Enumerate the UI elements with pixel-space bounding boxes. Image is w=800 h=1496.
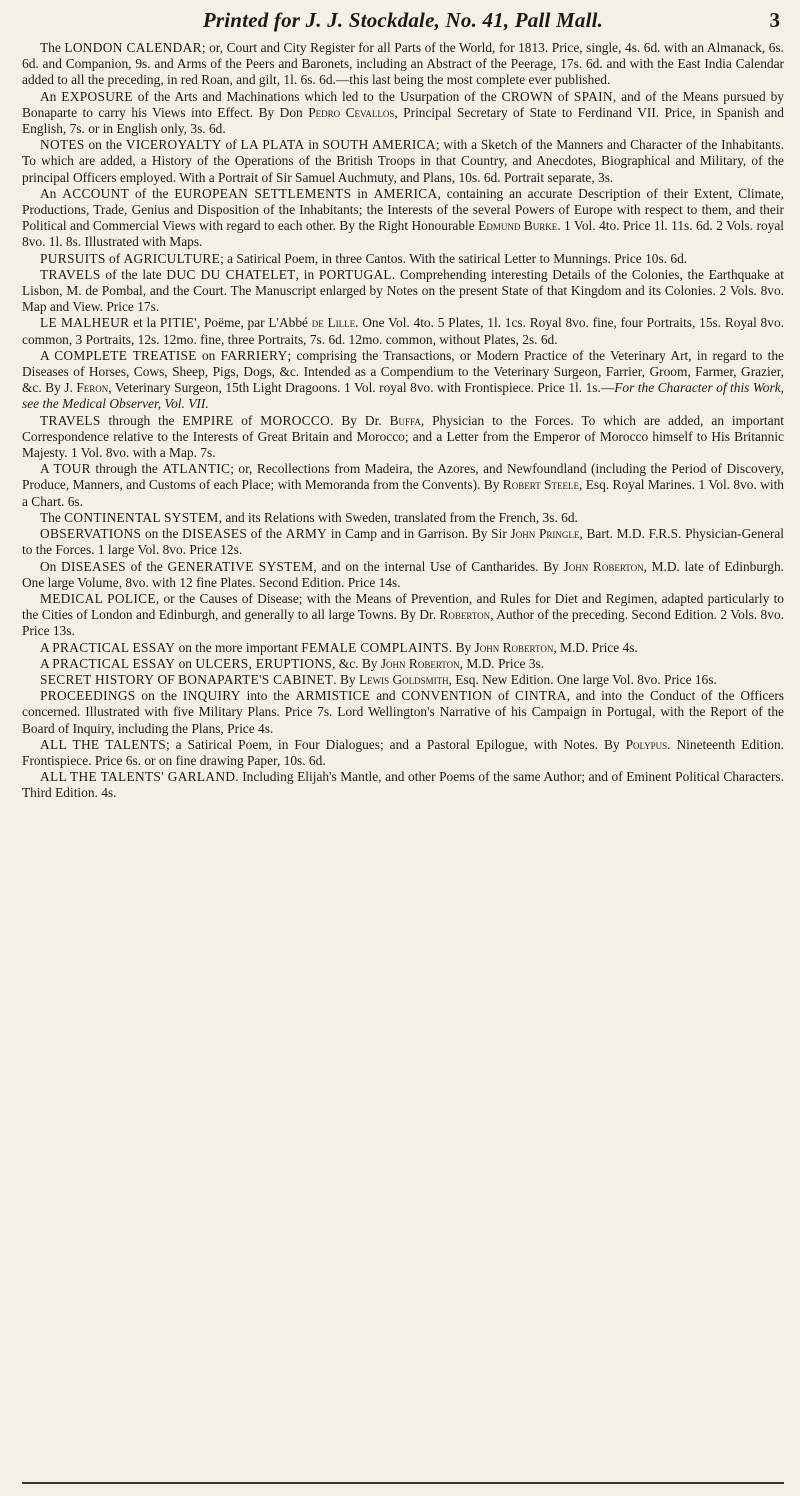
entry-text: EMPIRE — [182, 412, 234, 428]
entry-text: , Esq. Royal Marines. 1 Vol. 8vo. with a Chart. 6s. — [22, 477, 784, 509]
entry-text: , Principal Secretary of State to Ferdinand VII. Price, in Spanish and English, 7s. or in English only, 3s. 6d. — [22, 104, 784, 137]
entry-text: An — [40, 88, 62, 104]
entry-text: Buffa — [389, 412, 421, 428]
entry-text: ALL THE TALENTS' GARLAND — [40, 769, 236, 785]
entry-text: on the — [135, 688, 183, 704]
entry-text: , Esq. New Edition. One large Vol. 8vo. Price 16s. — [448, 671, 717, 687]
entry-text: of the — [129, 185, 175, 201]
entry-text: , &c. By — [332, 655, 381, 671]
entry-text: Polypus — [625, 736, 668, 752]
entry-text: MEDICAL POLICE — [40, 590, 156, 606]
entry-text: on the — [84, 137, 126, 153]
entry-text: . By Dr. — [330, 412, 390, 428]
catalogue-entry — [22, 461, 784, 510]
entry-text: ALL THE TALENTS — [40, 736, 166, 752]
entry-text: A — [40, 347, 55, 363]
entry-text: LE MALHEUR — [40, 315, 130, 331]
entry-text: John Roberton — [380, 655, 460, 671]
entry-text: into the — [240, 688, 296, 704]
entry-text: and — [370, 688, 402, 704]
entry-text: Pedro Cevallos — [308, 104, 395, 120]
entry-text: VICEROYALTY — [125, 137, 222, 153]
entry-text: OF — [154, 671, 179, 687]
entry-text: An — [40, 185, 63, 201]
entry-text: , Author of the preceding. Second Edition. 2 Vols. 8vo. Price 13s. — [22, 607, 784, 639]
entry-text: in — [304, 137, 323, 153]
entry-text: ; a Satirical Poem, in three Cantos. With the satirical Letter to Munnings. Price 10s. 6d. — [220, 250, 688, 266]
entry-text: A — [40, 461, 54, 477]
entry-text: For the Character of this Work, see the Medical Observer, Vol. VII. — [22, 380, 784, 412]
catalogue-entry — [22, 251, 784, 267]
catalogue-entry — [22, 186, 784, 251]
entry-text: of the late — [100, 266, 167, 282]
catalogue-entry — [22, 769, 784, 801]
entry-text: TRAVELS — [40, 412, 101, 428]
catalogue-entry — [22, 315, 784, 347]
entry-text: COMPLETE TREATISE — [54, 347, 197, 363]
entry-text: DISEASES — [61, 558, 126, 574]
running-title: Printed for J. J. Stockdale, No. 41, Pall Mall. — [202, 8, 604, 32]
entry-text: , and its Relations with Sweden, translated from the French, 3s. 6d. — [218, 509, 578, 525]
entry-text: John Pringle — [510, 526, 580, 542]
entry-text: Roberton — [439, 607, 491, 623]
catalogue-entry — [22, 348, 784, 413]
entry-text: SOUTH AMERICA — [322, 137, 436, 153]
entry-text: NOTES — [40, 137, 85, 153]
entry-text: CINTRA — [515, 688, 567, 704]
entry-text: EXPOSURE — [61, 88, 133, 104]
entry-text: , and into the Conduct of the Officers concerned. Illustrated with five Military Plans. Price 7s. Lord Wellington's Narrative of his Campaign in Portugal, with the Report of the Board of Inquiry, including the Plans, Price 4s. — [22, 688, 785, 736]
entry-text: LA PLATA — [240, 137, 305, 153]
entry-text: Edmund Burke — [478, 218, 558, 234]
entry-text: The — [40, 509, 65, 525]
entry-text: ; with a Sketch of the Manners and Character of the Inhabitants. To which are added, a History of the Operations of the British Troops in that Country, and Anecdotes, Biographical and Military, of the principal Officers employed. With a Portrait of Sir Samuel Auchmuty, and Plans, 10s. 6d. Portrait separate, 3s. — [22, 137, 784, 185]
entry-text: , Veterinary Surgeon, 15th Light Dragoons. 1 Vol. royal 8vo. with Frontispiece. Price 1l. 1s.— — [108, 380, 615, 396]
entry-text: . One Vol. 4to. 5 Plates, 1l. 1cs. Royal 8vo. fine, four Portraits, 15s. Royal 8vo. common, 3 Portraits, 12s. 12mo. fine, three Portraits, 7s. 6d. 12mo. common, without Plates, 2s. 6d. — [22, 315, 784, 347]
entry-text: PROCEEDINGS — [40, 688, 136, 704]
catalogue-entry — [22, 640, 784, 656]
entry-text: ; or, Court and City Register for all Parts of the World, for 1813. Price, single, 4s. 6d. with an Almanack, 6s. 6d. and Companion, 9s. and Arms of the Peers and Baronets, including an Abstract of the Peerage, 17s. 6d. and with the East India Calendar added to all the preceding, in red Roan, and gilt, 1l. 6s. 6d.—this last being the most complete ever published. — [22, 40, 784, 88]
entry-text: on — [175, 655, 196, 671]
entry-text: INQUIRY — [182, 688, 241, 704]
entry-text: , M.D. Price 3s. — [459, 655, 545, 671]
entry-text: AGRICULTURE — [123, 250, 221, 266]
running-head — [22, 8, 784, 38]
entry-text: , and on the internal Use of Cantharides. By — [313, 558, 564, 574]
entry-text: , M.D. Price 4s. — [553, 639, 638, 655]
entry-text: in — [351, 185, 374, 201]
catalogue-entry — [22, 688, 784, 737]
entry-text: of the — [125, 558, 168, 574]
entry-text: , M.D. late of Edinburgh. One large Volume, 8vo. with 12 fine Plates. Second Edition. Price 14s. — [22, 558, 784, 590]
entry-text: OBSERVATIONS — [40, 526, 142, 542]
entry-text: ARMISTICE — [295, 688, 371, 704]
entry-text: . Nineteenth Edition. Frontispiece. Price 6s. or on fine drawing Paper, 10s. 6d. — [22, 736, 784, 768]
entry-text: A — [40, 655, 53, 671]
entry-text: in Camp and in Garrison. By Sir — [327, 526, 511, 542]
entry-text: . By — [333, 671, 359, 687]
entry-text: . Including Elijah's Mantle, and other Poems of the same Author; and of Eminent Political Characters. Third Edition. 4s. — [22, 769, 784, 801]
catalogue-entry — [22, 591, 784, 640]
page-number: 3 — [769, 8, 780, 32]
bottom-rule — [22, 1482, 784, 1484]
entry-text: FEMALE COMPLAINTS — [301, 639, 449, 655]
entry-text: GENERATIVE SYSTEM — [167, 558, 314, 574]
entry-text: , and of the Means pursued by Bonaparte to carry his Views into Effect. By Don — [22, 88, 784, 120]
entry-text: of — [233, 412, 261, 428]
entry-text: ; comprising the Transactions, or Modern Practice of the Veterinary Art, in regard to the Diseases of Horses, Cows, Sheep, Pigs, Dogs, &c. Intended as a Compendium to the Veterinary Surgeon, Farrier, Groom, Farmer, Grazier, &c. By J. — [22, 347, 784, 396]
entry-text: EUROPEAN SETTLEMENTS — [174, 185, 352, 201]
catalogue-entry — [22, 526, 784, 558]
catalogue-entry — [22, 656, 784, 672]
entry-text: , Bart. M.D. F.R.S. Physician-General to the Forces. 1 large Vol. 8vo. Price 12s. — [22, 526, 785, 558]
entry-text: John Roberton — [474, 639, 554, 655]
entry-text: ; or, Recollections from Madeira, the Azores, and Newfoundland (including the Period of Discovery, Produce, Manners, and Customs of each Place; with Memoranda from the Convents). By — [22, 461, 785, 493]
entry-text: SECRET HISTORY — [40, 671, 155, 687]
entry-text: FARRIERY — [220, 347, 288, 363]
entry-text: ULCERS, ERUPTIONS — [195, 655, 333, 671]
entry-text: AMERICA — [373, 185, 438, 201]
entry-text: of the Arts and Machinations which led to the Usurpation of the — [132, 88, 502, 104]
catalogue-entry — [22, 559, 784, 591]
catalogue-entry — [22, 267, 784, 316]
entry-text: DUC DU CHATELET — [166, 266, 296, 282]
catalogue-entry — [22, 672, 784, 688]
entry-text: John Roberton — [563, 558, 644, 574]
entry-text: On — [40, 558, 62, 574]
entry-text: of — [552, 88, 574, 104]
entry-text: PRACTICAL ESSAY — [52, 655, 176, 671]
entry-text: through the — [100, 412, 183, 428]
entry-text: TOUR — [53, 461, 91, 477]
entry-text: on the more important — [175, 639, 302, 655]
entry-text: on the — [141, 526, 183, 542]
entry-text: , containing an accurate Description of their Extent, Climate, Productions, Trade, Genius and Disposition of the Inhabitants; the Interests of the several Powers of Europe with respect to them, and their Political and Commercial Views with regard to each other. By the Right Honourable — [22, 185, 784, 234]
entry-text: , or the Causes of Disease; with the Means of Prevention, and Rules for Diet and Regimen, adapted particularly to the Cities of London and Edinburgh, and generally to all large Towns. By Dr. — [22, 590, 784, 623]
entry-text: DISEASES — [182, 526, 248, 542]
entry-text: ARMY — [285, 526, 328, 542]
entry-text: , Poëme, par L'Abbé — [196, 315, 312, 331]
entry-text: , Physician to the Forces. To which are added, an important Correspondence relative to the Interests of Great Britain and Morocco; and a Letter from the Emperor of Morocco himself to His Britannic Majesty. 1 Vol. 8vo. with a Map. 7s. — [22, 412, 784, 461]
entry-text: CONVENTION — [401, 688, 493, 704]
catalogue-page — [22, 8, 784, 1484]
entry-text: . By — [448, 639, 475, 655]
entry-text: , in — [295, 266, 319, 282]
catalogue-entries — [22, 40, 784, 802]
entry-text: A — [40, 639, 53, 655]
catalogue-entry — [22, 737, 784, 769]
entry-text: TRAVELS — [40, 266, 101, 282]
entry-text: of — [492, 688, 516, 704]
entry-text: LONDON CALENDAR — [64, 40, 202, 55]
entry-text: CONTINENTAL SYSTEM — [64, 509, 219, 525]
entry-text: PRACTICAL ESSAY — [52, 639, 176, 655]
entry-text: PURSUITS — [40, 250, 106, 266]
entry-text: through the — [90, 461, 163, 477]
catalogue-entry — [22, 137, 784, 186]
entry-text: de Lille — [311, 315, 356, 331]
entry-text: of the — [247, 526, 286, 542]
entry-text: PORTUGAL — [318, 266, 392, 282]
entry-text: ; a Satirical Poem, in Four Dialogues; and a Pastoral Epilogue, with Notes. By — [165, 736, 626, 752]
entry-text: CROWN — [501, 88, 553, 104]
entry-text: . Comprehending interesting Details of the Colonies, the Earthquake at Lisbon, M. de Pombal, and the Court. The Manuscript enlarged by Notes on the present State of that Kingdom and its Colonies. 2 Vols. 8vo. Map and View. Price 17s. — [22, 266, 785, 315]
entry-text: ATLANTIC — [162, 461, 231, 477]
entry-text: on — [196, 347, 221, 363]
entry-text: BONAPARTE'S CABINET — [178, 671, 334, 687]
entry-text: of — [221, 137, 241, 153]
entry-text: . 1 Vol. 4to. Price 1l. 11s. 6d. 2 Vols. royal 8vo. 1l. 8s. Illustrated with Maps. — [22, 218, 784, 250]
catalogue-entry — [22, 510, 784, 526]
catalogue-entry — [22, 413, 784, 462]
entry-text: et la — [129, 315, 160, 331]
entry-text: of — [105, 250, 124, 266]
entry-text: PITIE' — [159, 315, 197, 331]
entry-text: SPAIN — [573, 88, 613, 104]
entry-text: Lewis Goldsmith — [358, 671, 449, 687]
entry-text: MOROCCO — [260, 412, 331, 428]
catalogue-entry — [22, 40, 784, 89]
catalogue-entry — [22, 89, 784, 138]
entry-text: The — [40, 40, 65, 55]
entry-text: ACCOUNT — [62, 185, 130, 201]
entry-text: Feron — [76, 380, 109, 396]
entry-text: Robert Steele — [502, 477, 579, 493]
